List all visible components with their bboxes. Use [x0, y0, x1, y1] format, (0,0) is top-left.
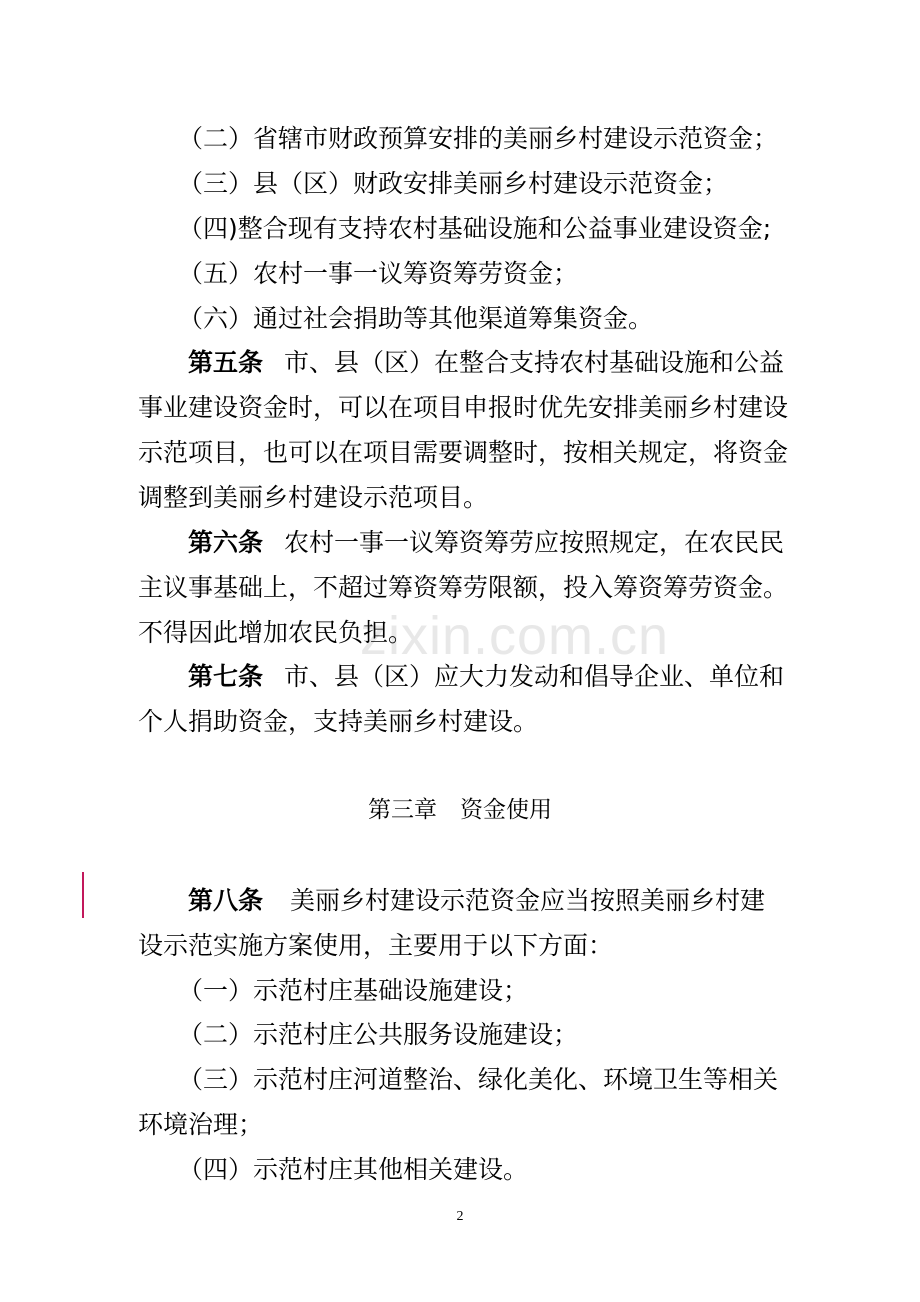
article-7-title: 第七条 [188, 662, 264, 691]
article-6-title: 第六条 [188, 528, 264, 557]
margin-mark [82, 872, 84, 918]
article-5-line-2: 事业建设资金时，可以在项目申报时优先安排美丽乡村建设 [138, 393, 789, 422]
funding-source-4: （四)整合现有支持农村基础设施和公益事业建设资金; [178, 214, 772, 243]
article-8-line-2: 设示范实施方案使用，主要用于以下方面： [138, 931, 614, 960]
article-5-line-4: 调整到美丽乡村建设示范项目。 [138, 483, 489, 512]
article-7-line-1: 市、县（区）应大力发动和倡导企业、单位和 [284, 662, 785, 691]
article-6-line-3: 不得因此增加农民负担。 [138, 618, 414, 647]
watermark: zixin.com.cn [360, 606, 670, 666]
chapter-heading: 第三章 资金使用 [368, 797, 552, 823]
article-5-title: 第五条 [188, 348, 264, 377]
article-5-line-1: 市、县（区）在整合支持农村基础设施和公益 [284, 348, 785, 377]
usage-item-2: （二）示范村庄公共服务设施建设； [178, 1020, 579, 1049]
usage-item-3: （三）示范村庄河道整治、绿化美化、环境卫生等相关 [178, 1065, 779, 1094]
article-8-line-1: 美丽乡村建设示范资金应当按照美丽乡村建 [290, 886, 766, 915]
usage-item-4: （四）示范村庄其他相关建设。 [178, 1155, 529, 1184]
article-6-line-2: 主议事基础上，不超过筹资筹劳限额，投入筹资筹劳资金。 [138, 573, 789, 602]
funding-source-3: （三）县（区）财政安排美丽乡村建设示范资金； [178, 169, 729, 198]
article-5-line-3: 示范项目，也可以在项目需要调整时，按相关规定，将资金 [138, 438, 789, 467]
article-7-line-2: 个人捐助资金，支持美丽乡村建设。 [138, 707, 539, 736]
article-8-title: 第八条 [188, 886, 264, 915]
funding-source-5: （五）农村一事一议筹资筹劳资金； [178, 259, 579, 288]
usage-item-1: （一）示范村庄基础设施建设； [178, 976, 529, 1005]
page-number: 2 [456, 1209, 464, 1224]
usage-item-3-cont: 环境治理； [138, 1110, 264, 1139]
article-6-line-1: 农村一事一议筹资筹劳应按照规定，在农民民 [284, 528, 785, 557]
funding-source-2: （二）省辖市财政预算安排的美丽乡村建设示范资金； [178, 124, 779, 153]
funding-source-6: （六）通过社会捐助等其他渠道筹集资金。 [178, 304, 654, 333]
